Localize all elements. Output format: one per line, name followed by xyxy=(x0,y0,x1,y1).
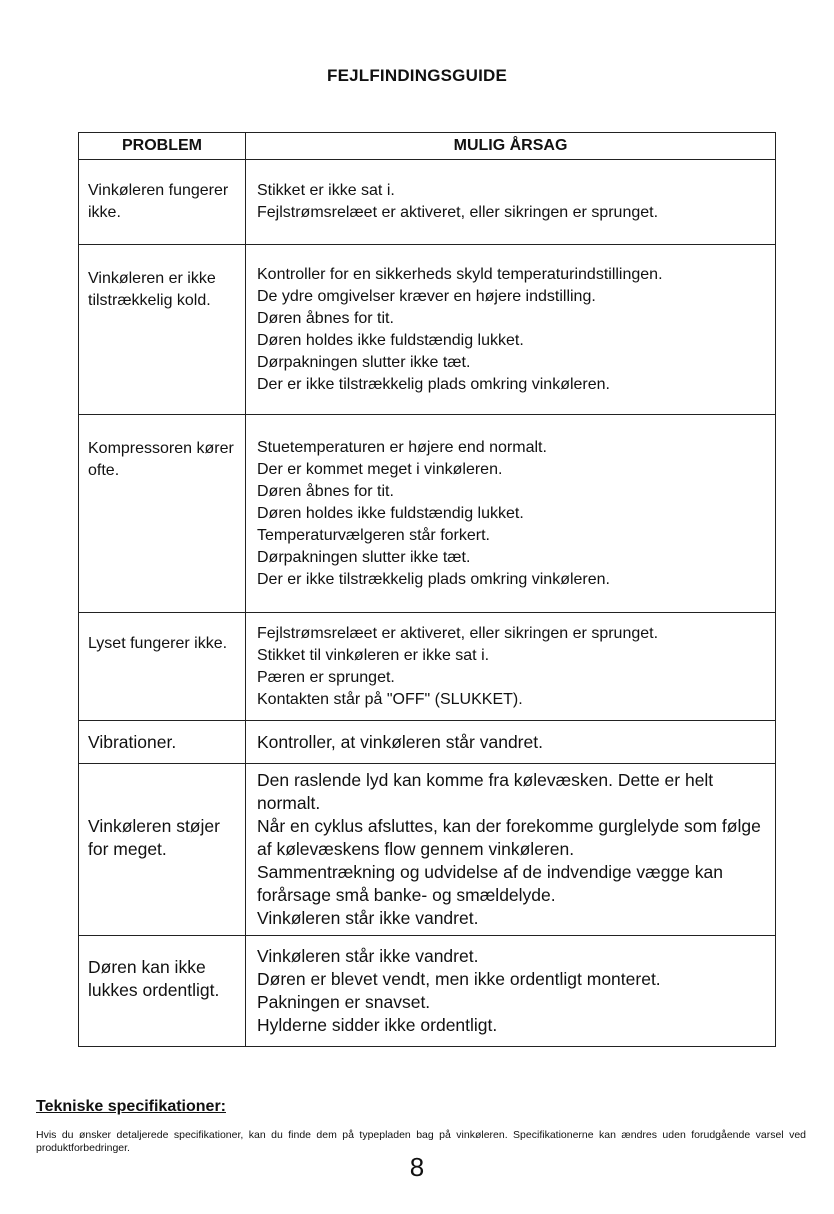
cause-line: Temperaturvælgeren står forkert. xyxy=(257,527,490,544)
table-row xyxy=(79,763,775,935)
cause-line: Døren holdes ikke fuldstændig lukket. xyxy=(257,332,524,349)
table-row xyxy=(79,244,775,414)
problem-text: Vibrationer. xyxy=(88,732,177,752)
cause-line: Pæren er sprunget. xyxy=(257,669,395,686)
specs-heading: Tekniske specifikationer: xyxy=(36,1098,226,1115)
cause-line: Kontroller, at vinkøleren står vandret. xyxy=(257,732,543,752)
header-problem: PROBLEM xyxy=(122,137,202,154)
specs-text: Hvis du ønsker detaljerede specifikationer, kan du finde dem på typepladen bag på vinkøleren. Specifikationerne kan ændres uden forudgående varsel ved produktforbedringer. xyxy=(36,1129,806,1154)
problem-text: Vinkøleren støjer for meget. xyxy=(88,816,220,859)
table-row xyxy=(79,935,775,1046)
table-row xyxy=(79,159,775,244)
cause-line: Der er ikke tilstrækkelig plads omkring vinkøleren. xyxy=(257,571,610,588)
troubleshooting-table xyxy=(78,132,776,1047)
cause-line: Vinkøleren står ikke vandret. xyxy=(257,908,479,928)
cause-line: De ydre omgivelser kræver en højere indstilling. xyxy=(257,288,596,305)
cause-line: Der er ikke tilstrækkelig plads omkring vinkøleren. xyxy=(257,376,610,393)
cause-line: Stikket til vinkøleren er ikke sat i. xyxy=(257,647,490,664)
problem-text: Vinkøleren fungerer ikke. xyxy=(88,182,229,221)
cause-line: Fejlstrømsrelæet er aktiveret, eller sikringen er sprunget. xyxy=(257,625,659,642)
cause-line: Dørpakningen slutter ikke tæt. xyxy=(257,354,471,371)
problem-text: Vinkøleren er ikke tilstrækkelig kold. xyxy=(88,270,216,309)
cause-line: Døren er blevet vendt, men ikke ordentligt monteret. xyxy=(257,969,661,989)
problem-text: Døren kan ikke lukkes ordentligt. xyxy=(88,957,220,1000)
cause-line: Når en cyklus afsluttes, kan der forekomme gurglelyde som følge af kølevæskens flow gennem vinkøleren. xyxy=(257,816,761,859)
page-number: 8 xyxy=(409,1152,425,1182)
cause-line: Fejlstrømsrelæet er aktiveret, eller sikringen er sprunget. xyxy=(257,204,659,221)
cause-line: Der er kommet meget i vinkøleren. xyxy=(257,461,503,478)
cause-line: Stikket er ikke sat i. xyxy=(257,182,395,199)
cause-line: Døren åbnes for tit. xyxy=(257,483,394,500)
cause-line: Stuetemperaturen er højere end normalt. xyxy=(257,439,547,456)
table-row xyxy=(79,720,775,763)
cause-line: Kontroller for en sikkerheds skyld temperaturindstillingen. xyxy=(257,266,663,283)
page-title: FEJLFINDINGSGUIDE xyxy=(326,66,508,85)
table-row xyxy=(79,414,775,612)
cause-line: Dørpakningen slutter ikke tæt. xyxy=(257,549,471,566)
cause-line: Den raslende lyd kan komme fra kølevæsken. Dette er helt normalt. xyxy=(257,770,714,813)
problem-text: Lyset fungerer ikke. xyxy=(88,635,228,652)
cause-line: Døren åbnes for tit. xyxy=(257,310,394,327)
problem-text: Kompressoren kører ofte. xyxy=(88,440,234,479)
table-header-row xyxy=(79,133,775,159)
cause-line: Døren holdes ikke fuldstændig lukket. xyxy=(257,505,524,522)
cause-line: Vinkøleren står ikke vandret. xyxy=(257,946,479,966)
cause-line: Pakningen er snavset. xyxy=(257,992,431,1012)
cause-line: Sammentrækning og udvidelse af de indvendige vægge kan forårsage små banke- og smældelyde. xyxy=(257,862,723,905)
cause-line: Hylderne sidder ikke ordentligt. xyxy=(257,1015,498,1035)
table-row xyxy=(79,612,775,720)
cause-line: Kontakten står på "OFF" (SLUKKET). xyxy=(257,691,523,708)
header-cause: MULIG ÅRSAG xyxy=(245,133,775,159)
